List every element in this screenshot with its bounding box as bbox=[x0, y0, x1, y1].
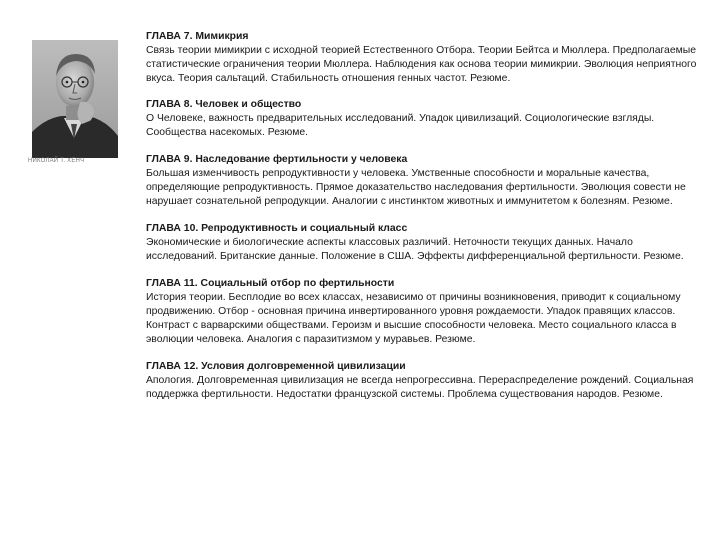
chapter-description: Экономические и биологические аспекты классовых различий. Неточности текущих данных. Начало исследований. Британские данные. Положение в США. Эффекты дифференциальной фертильности. Резюме. bbox=[146, 237, 684, 262]
chapter-description: Большая изменчивость репродуктивности у человека. Умственные способности и моральные качества, определяющие репродуктивность. Прямое доказательство наследования фертильности. Эволюция совести не нарушает сознательной репродукции. Аналогии с инстинктом животных и иммунитетом к болезням. Резюме. bbox=[146, 168, 686, 207]
chapter-title: ГЛАВА 10. Репродуктивность и социальный класс bbox=[146, 223, 408, 234]
chapter-8 bbox=[146, 98, 702, 140]
chapter-title: ГЛАВА 8. Человек и общество bbox=[146, 99, 302, 110]
chapter-10 bbox=[146, 222, 702, 264]
chapter-list bbox=[146, 30, 702, 415]
author-portrait bbox=[32, 40, 118, 158]
chapter-7 bbox=[146, 30, 702, 86]
portrait-caption: НИКОЛАЙ Т. ХЕНЧ bbox=[28, 158, 85, 164]
chapter-description: Связь теории мимикрии с исходной теорией Естественного Отбора. Теории Бейтса и Мюллера. Предполагаемые статистические ограничения теории Мюллера. Наблюдения как основа теории мимикрии. Эволюция неприятного вкуса. Теория сальтаций. Стабильность отношения генных частот. Резюме. bbox=[146, 45, 697, 84]
chapter-12 bbox=[146, 360, 702, 402]
chapter-title: ГЛАВА 12. Условия долговременной цивилизации bbox=[146, 361, 406, 372]
portrait-photo bbox=[32, 40, 118, 158]
chapter-description: История теории. Бесплодие во всех классах, независимо от причины возникновения, приводит к социальному продвижению. Отбор - основная причина инвертированного уровня рождаемости. Упадок правящих классов. Контраст с варварскими обществами. Героизм и высшие способности человека. Место социального класса в эволюции человека. Аналогия с паразитизмом у муравьев. Резюме. bbox=[146, 292, 681, 345]
chapter-9 bbox=[146, 153, 702, 209]
chapter-title: ГЛАВА 9. Наследование фертильности у человека bbox=[146, 154, 408, 165]
chapter-11 bbox=[146, 277, 702, 347]
chapter-title: ГЛАВА 11. Социальный отбор по фертильности bbox=[146, 278, 395, 289]
chapter-description: О Человеке, важность предварительных исследований. Упадок цивилизаций. Социологические взгляды. Сообщества насекомых. Резюме. bbox=[146, 113, 655, 138]
chapter-description: Апология. Долговременная цивилизация не всегда непрогрессивна. Перераспределение рождений. Социальная поддержка фертильности. Недостатки французской системы. Проблема существования народов. Резюме. bbox=[146, 375, 694, 400]
chapter-title: ГЛАВА 7. Мимикрия bbox=[146, 31, 249, 42]
